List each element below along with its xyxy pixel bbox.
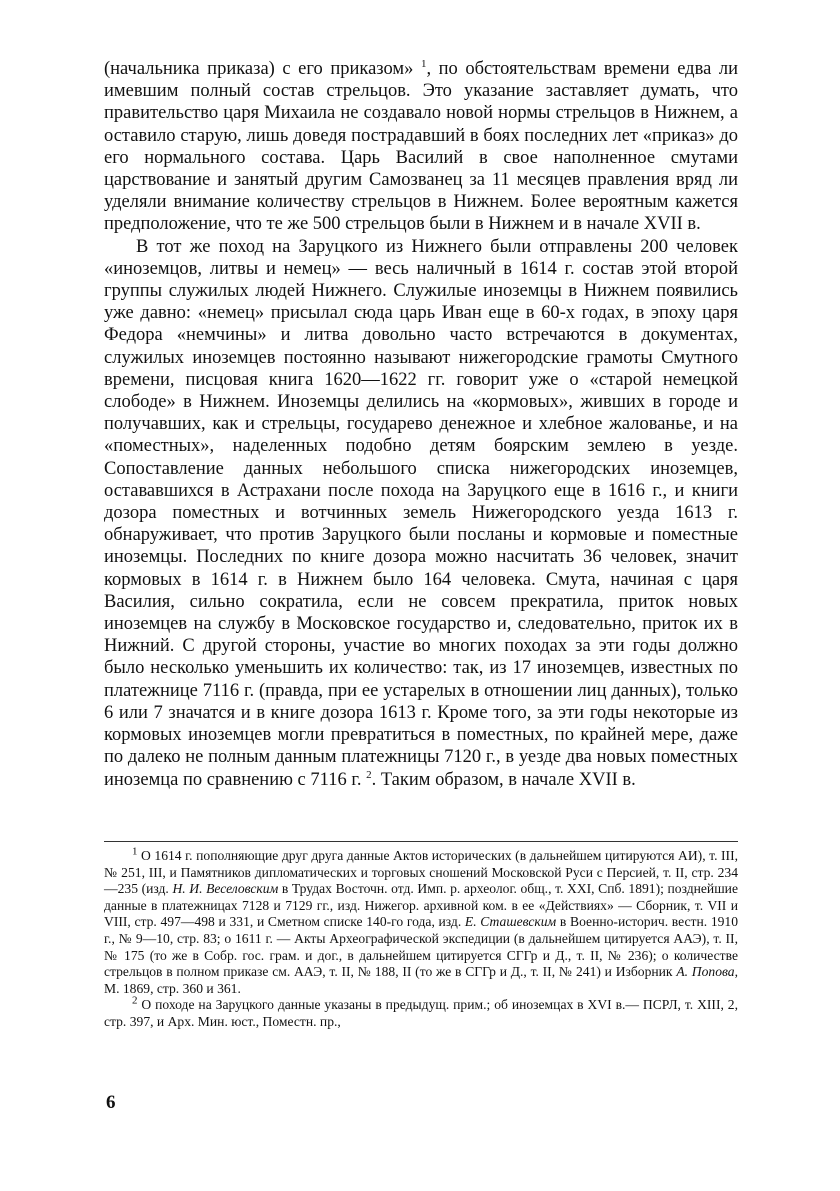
footnote-1-author-1: Н. И. Веселовским: [172, 881, 279, 897]
paragraph-2-continued: . Таким образом, в начале XVII в.: [371, 769, 636, 790]
footnote-ref-2: 2: [366, 768, 372, 781]
main-text: [104, 58, 738, 791]
footnote-1-author-2: Е. Сташевским: [464, 914, 557, 930]
footnote-1-text-b: в Трудах Восточн. отд. Имп. р. археолог. общ., т. XXI, Спб. 1891); позднейшие данные в платежницах 7128 и 7129 гг., изд. Нижегор. архивной ком. в ее «Действиях» — Сборник, т. VII и VIII, стр. 497—498 и 331, и Сметном списке 140-го года, изд.: [104, 881, 738, 930]
footnote-2-text: О походе на Заруцкого данные указаны в предыдущ. прим.; об иноземцах в XVI в.— ПСРЛ, т. XIII, 2, стр. 397, и Арх. Мин. юст., Поместн. пр.,: [104, 997, 738, 1029]
paragraph-1-continued: , по обстоятельствам времени едва ли имевшим полный состав стрельцов. Это указание заставляет думать, что правительство царя Михаила не создавало новой нормы стрельцов в Нижнем, а оставило старую, лишь доведя пострадавший в боях последних лет «приказ» до его нормального состава. Царь Василий в свое наполненное смутами царствование и занятый другим Самозванец за 11 месяцев правления вряд ли уделяли внимание количеству стрельцов в Нижнем. Более вероятным кажется предположение, что те же 500 стрельцов были в Нижнем и в начале XVII в.: [104, 59, 738, 235]
paragraph-2: [104, 236, 738, 791]
footnote-1-text-d: , М. 1869, стр. 360 и 361.: [104, 964, 738, 996]
footnote-1-author-3: А. Попова: [676, 964, 735, 980]
footnote-1-mark: 1: [132, 845, 138, 858]
footnote-2: [104, 994, 738, 1030]
footnote-ref-1: 1: [420, 57, 427, 70]
paragraph-1-text: (начальника приказа) с его приказом»: [104, 59, 421, 79]
footnote-divider: [104, 841, 738, 842]
footnotes: [104, 845, 739, 1031]
footnote-2-mark: 2: [132, 994, 138, 1007]
page-number: 6: [106, 1092, 116, 1113]
footnote-1-text-a: О 1614 г. пополняющие друг друга данные Актов исторических (в дальнейшем цитируются АИ), т. III, № 251, III, и Памятников дипломатических и торговых сношений Московской Руси с Персией, т. II, стр. 234—235 (изд.: [104, 848, 738, 897]
footnote-1: [104, 845, 739, 997]
footnote-1-text-c: в Военно-историч. вестн. 1910 г., № 9—10, стр. 83; о 1611 г. — Акты Археографической экспедиции (в дальнейшем цитируется ААЭ), т. II, № 175 (то же в Собр. гос. грам. и дог., в дальнейшем цитируется СГГр и Д., т. II, № 236); о количестве стрельцов в полном приказе см. ААЭ, т. II, № 188, II (то же в СГГр и Д., т. II, № 241) и Изборник: [104, 914, 739, 980]
paragraph-1: [104, 58, 738, 236]
paragraph-2-text: В тот же поход на Заруцкого из Нижнего были отправлены 200 человек «иноземцов, литвы и немец» — весь наличный в 1614 г. состав этой второй группы служилых людей Нижнего. Служилые иноземцы в Нижнем появились уже давно: «немец» присылал сюда царь Иван еще в 60-х годах, в эпоху царя Федора «немчины» и литва довольно часто встречаются в документах, служилых иноземцев постоянно называют нижегородские грамоты Смутного времени, писцовая книга 1620—1622 гг. говорит уже о «старой немецкой слободе» в Нижнем. Иноземцы делились на «кормовых», живших в городе и получавших, как и стрельцы, государево денежное и хлебное жалованье, и на «поместных», наделенных подобно детям боярским землею в уезде. Сопоставление данных небольшого списка нижегородских иноземцев, остававшихся в Астрахани после похода на Заруцкого еще в 1616 г., и книги дозора поместных и вотчинных земель Нижегородского уезда 1613 г. обнаруживает, что против Заруцкого были посланы и кормовые и поместные иноземцы. Последних по книге дозора можно насчитать 36 человек, значит кормовых в 1614 г. в Нижнем было 164 человека. Смута, начиная с царя Василия, сильно сократила, если не совсем прекратила, приток новых иноземцев на службу в Московское государство и, следовательно, приток их в Нижний. С другой стороны, участие во многих походах за эти годы должно было несколько уменьшить их количество: так, из 17 иноземцев, известных по платежнице 7116 г. (правда, при ее устарелых в отношении лиц данных), только 6 или 7 значатся и в книге дозора 1613 г. Кроме того, за эти годы некоторые из кормовых иноземцев могли превратиться в поместных, по крайней мере, даже по далеко не полным данным платежницы 7120 г., в уезде два новых поместных иноземца по сравнению с 7116 г.: [104, 236, 738, 790]
